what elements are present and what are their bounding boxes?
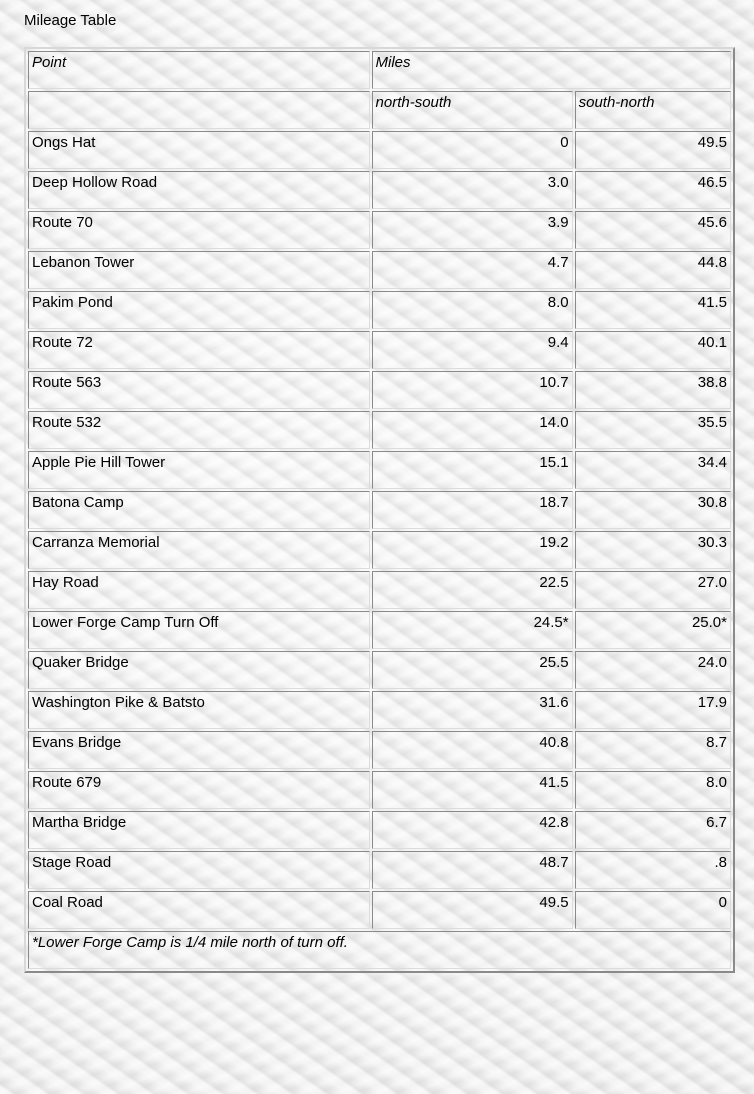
point-name: Route 563 bbox=[28, 371, 370, 409]
point-name: Washington Pike & Batsto bbox=[28, 691, 370, 729]
miles-north-south: 18.7 bbox=[372, 491, 573, 529]
point-name: Carranza Memorial bbox=[28, 531, 370, 569]
miles-south-north: 44.8 bbox=[575, 251, 731, 289]
miles-south-north: 30.8 bbox=[575, 491, 731, 529]
header-south-north: south-north bbox=[575, 91, 731, 129]
table-row bbox=[28, 131, 731, 169]
mileage-table bbox=[24, 47, 735, 973]
miles-south-north: 17.9 bbox=[575, 691, 731, 729]
miles-north-south: 4.7 bbox=[372, 251, 573, 289]
miles-north-south: 25.5 bbox=[372, 651, 573, 689]
point-name: Quaker Bridge bbox=[28, 651, 370, 689]
miles-north-south: 19.2 bbox=[372, 531, 573, 569]
point-name: Route 72 bbox=[28, 331, 370, 369]
table-row bbox=[28, 571, 731, 609]
table-row bbox=[28, 691, 731, 729]
footnote-row bbox=[28, 931, 731, 969]
miles-north-south: 22.5 bbox=[372, 571, 573, 609]
table-row bbox=[28, 371, 731, 409]
miles-north-south: 15.1 bbox=[372, 451, 573, 489]
miles-south-north: 38.8 bbox=[575, 371, 731, 409]
table-row bbox=[28, 291, 731, 329]
miles-north-south: 48.7 bbox=[372, 851, 573, 889]
miles-south-north: 34.4 bbox=[575, 451, 731, 489]
subheader-row bbox=[28, 91, 731, 129]
miles-north-south: 10.7 bbox=[372, 371, 573, 409]
miles-north-south: 40.8 bbox=[372, 731, 573, 769]
point-name: Route 532 bbox=[28, 411, 370, 449]
miles-south-north: 30.3 bbox=[575, 531, 731, 569]
table-row bbox=[28, 891, 731, 929]
table-row bbox=[28, 251, 731, 289]
point-name: Stage Road bbox=[28, 851, 370, 889]
header-north-south: north-south bbox=[372, 91, 573, 129]
table-row bbox=[28, 531, 731, 569]
header-point: Point bbox=[28, 51, 370, 89]
point-name: Evans Bridge bbox=[28, 731, 370, 769]
table-row bbox=[28, 211, 731, 249]
miles-north-south: 8.0 bbox=[372, 291, 573, 329]
miles-north-south: 41.5 bbox=[372, 771, 573, 809]
point-name: Pakim Pond bbox=[28, 291, 370, 329]
miles-south-north: 6.7 bbox=[575, 811, 731, 849]
table-row bbox=[28, 411, 731, 449]
miles-south-north: 25.0* bbox=[575, 611, 731, 649]
point-name: Route 70 bbox=[28, 211, 370, 249]
miles-north-south: 49.5 bbox=[372, 891, 573, 929]
miles-north-south: 14.0 bbox=[372, 411, 573, 449]
miles-north-south: 42.8 bbox=[372, 811, 573, 849]
table-row bbox=[28, 491, 731, 529]
table-row bbox=[28, 651, 731, 689]
header-row bbox=[28, 51, 731, 89]
miles-south-north: .8 bbox=[575, 851, 731, 889]
point-name: Lower Forge Camp Turn Off bbox=[28, 611, 370, 649]
table-row bbox=[28, 451, 731, 489]
point-name: Apple Pie Hill Tower bbox=[28, 451, 370, 489]
miles-south-north: 35.5 bbox=[575, 411, 731, 449]
table-row bbox=[28, 771, 731, 809]
miles-south-north: 40.1 bbox=[575, 331, 731, 369]
miles-north-south: 24.5* bbox=[372, 611, 573, 649]
point-name: Route 679 bbox=[28, 771, 370, 809]
table-row bbox=[28, 811, 731, 849]
point-name: Batona Camp bbox=[28, 491, 370, 529]
table-row bbox=[28, 731, 731, 769]
miles-north-south: 3.9 bbox=[372, 211, 573, 249]
point-name: Hay Road bbox=[28, 571, 370, 609]
table-row bbox=[28, 611, 731, 649]
point-name: Ongs Hat bbox=[28, 131, 370, 169]
miles-south-north: 27.0 bbox=[575, 571, 731, 609]
point-name: Martha Bridge bbox=[28, 811, 370, 849]
miles-north-south: 3.0 bbox=[372, 171, 573, 209]
table-row bbox=[28, 851, 731, 889]
miles-south-north: 41.5 bbox=[575, 291, 731, 329]
subheader-empty bbox=[28, 91, 370, 129]
point-name: Deep Hollow Road bbox=[28, 171, 370, 209]
miles-south-north: 8.0 bbox=[575, 771, 731, 809]
miles-north-south: 31.6 bbox=[372, 691, 573, 729]
miles-north-south: 0 bbox=[372, 131, 573, 169]
miles-south-north: 45.6 bbox=[575, 211, 731, 249]
miles-south-north: 8.7 bbox=[575, 731, 731, 769]
miles-south-north: 24.0 bbox=[575, 651, 731, 689]
miles-north-south: 9.4 bbox=[372, 331, 573, 369]
miles-south-north: 49.5 bbox=[575, 131, 731, 169]
table-caption: Mileage Table bbox=[24, 12, 117, 29]
table-row bbox=[28, 331, 731, 369]
table-row bbox=[28, 171, 731, 209]
miles-south-north: 0 bbox=[575, 891, 731, 929]
footnote: *Lower Forge Camp is 1/4 mile north of turn off. bbox=[28, 931, 731, 969]
point-name: Coal Road bbox=[28, 891, 370, 929]
miles-south-north: 46.5 bbox=[575, 171, 731, 209]
header-miles: Miles bbox=[372, 51, 731, 89]
point-name: Lebanon Tower bbox=[28, 251, 370, 289]
